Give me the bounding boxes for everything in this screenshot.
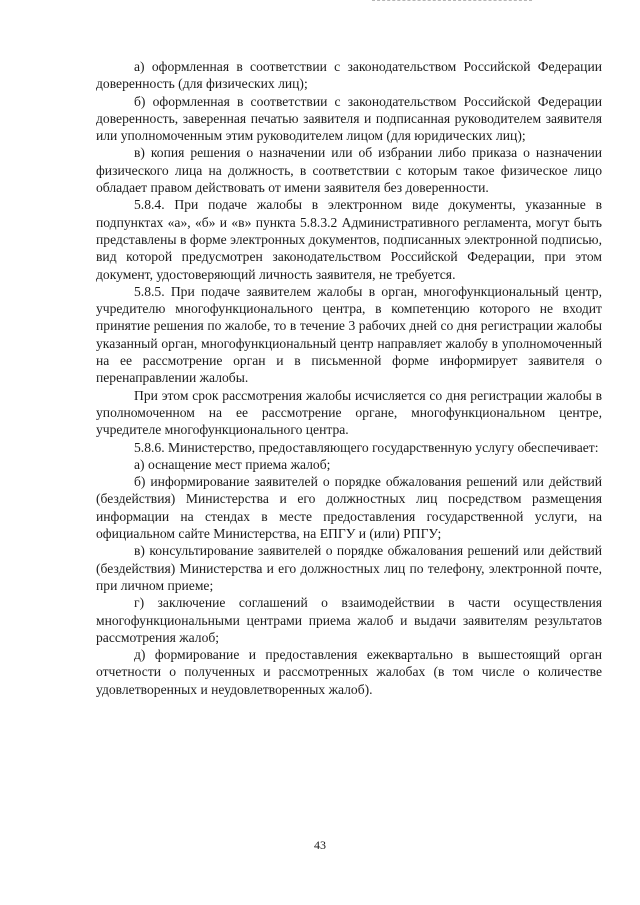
page-number: 43 [314, 838, 326, 852]
paragraph-5-8-5: 5.8.5. При подаче заявителем жалобы в орган, многофункциональный центр, учредителю многофункционального центра, в компетенцию которого не входит принятие решения по жалобе, то в течение 3 рабочих дней со дня регистрации жалобы указанный орган, многофункциональный центр направляет жалобу в уполномоченный на ее рассмотрение орган и в письменной форме информирует заявителя о перенаправлении жалобы. [96, 283, 602, 386]
paragraph-5-8-4: 5.8.4. При подаче жалобы в электронном виде документы, указанные в подпунктах «а», «б» и «в» пункта 5.8.3.2 Административного регламента, могут быть представлены в форме электронных документов, подписанных электронной подписью, вид которой предусмотрен законодательством Российской Федерации, при этом документ, удостоверяющий личность заявителя, не требуется. [96, 197, 602, 282]
scan-top-marks [372, 0, 532, 5]
paragraph-term-calculation: При этом срок рассмотрения жалобы исчисляется со дня регистрации жалобы в уполномоченном на ее рассмотрение органе, многофункциональном центре, учредителе многофункционального центра. [96, 387, 602, 438]
paragraph-item-v-appointment-copy: в) копия решения о назначении или об избрании либо приказа о назначении физического лица на должность, в соответствии с которым такое физическое лицо обладает правом действовать от имени заявителя без доверенности. [96, 145, 602, 196]
paragraph-list-a: а) оснащение мест приема жалоб; [134, 456, 331, 472]
paragraph-list-g: г) заключение соглашений о взаимодействии в части осуществления многофункциональными центрами приема жалоб и выдачи заявителям результатов рассмотрения жалоб; [96, 595, 602, 645]
paragraph-item-a-individuals: а) оформленная в соответствии с законодательством Российской Федерации доверенность (для физических лиц); [96, 59, 602, 92]
paragraph-5-8-6: 5.8.6. Министерство, предоставляющего государственную услугу обеспечивает: [134, 439, 599, 455]
paragraph-list-v: в) консультирование заявителей о порядке обжалования решений или действий (бездействия) Министерства и его должностных лиц по телефону, электронной почте, при личном приеме; [96, 543, 602, 593]
paragraph-list-b: б) информирование заявителей о порядке обжалования решений или действий (бездействия) Министерства и его должностных лиц посредством размещения информации на стендах в месте предоставления государственной услуги, на официальном сайте Министерства, на ЕПГУ и (или) РПГУ; [96, 474, 602, 542]
paragraph-item-b-legal-entities: б) оформленная в соответствии с законодательством Российской Федерации доверенность, заверенная печатью заявителя и подписанная руководителем заявителя или уполномоченным этим руководителем лицом (для юридических лиц); [96, 93, 602, 144]
document-body [96, 58, 602, 698]
paragraph-list-d: д) формирование и предоставления ежеквартально в вышестоящий орган отчетности о полученных и рассмотренных жалобах (в том числе о количестве удовлетворенных и неудовлетворенных жалоб). [96, 647, 602, 697]
